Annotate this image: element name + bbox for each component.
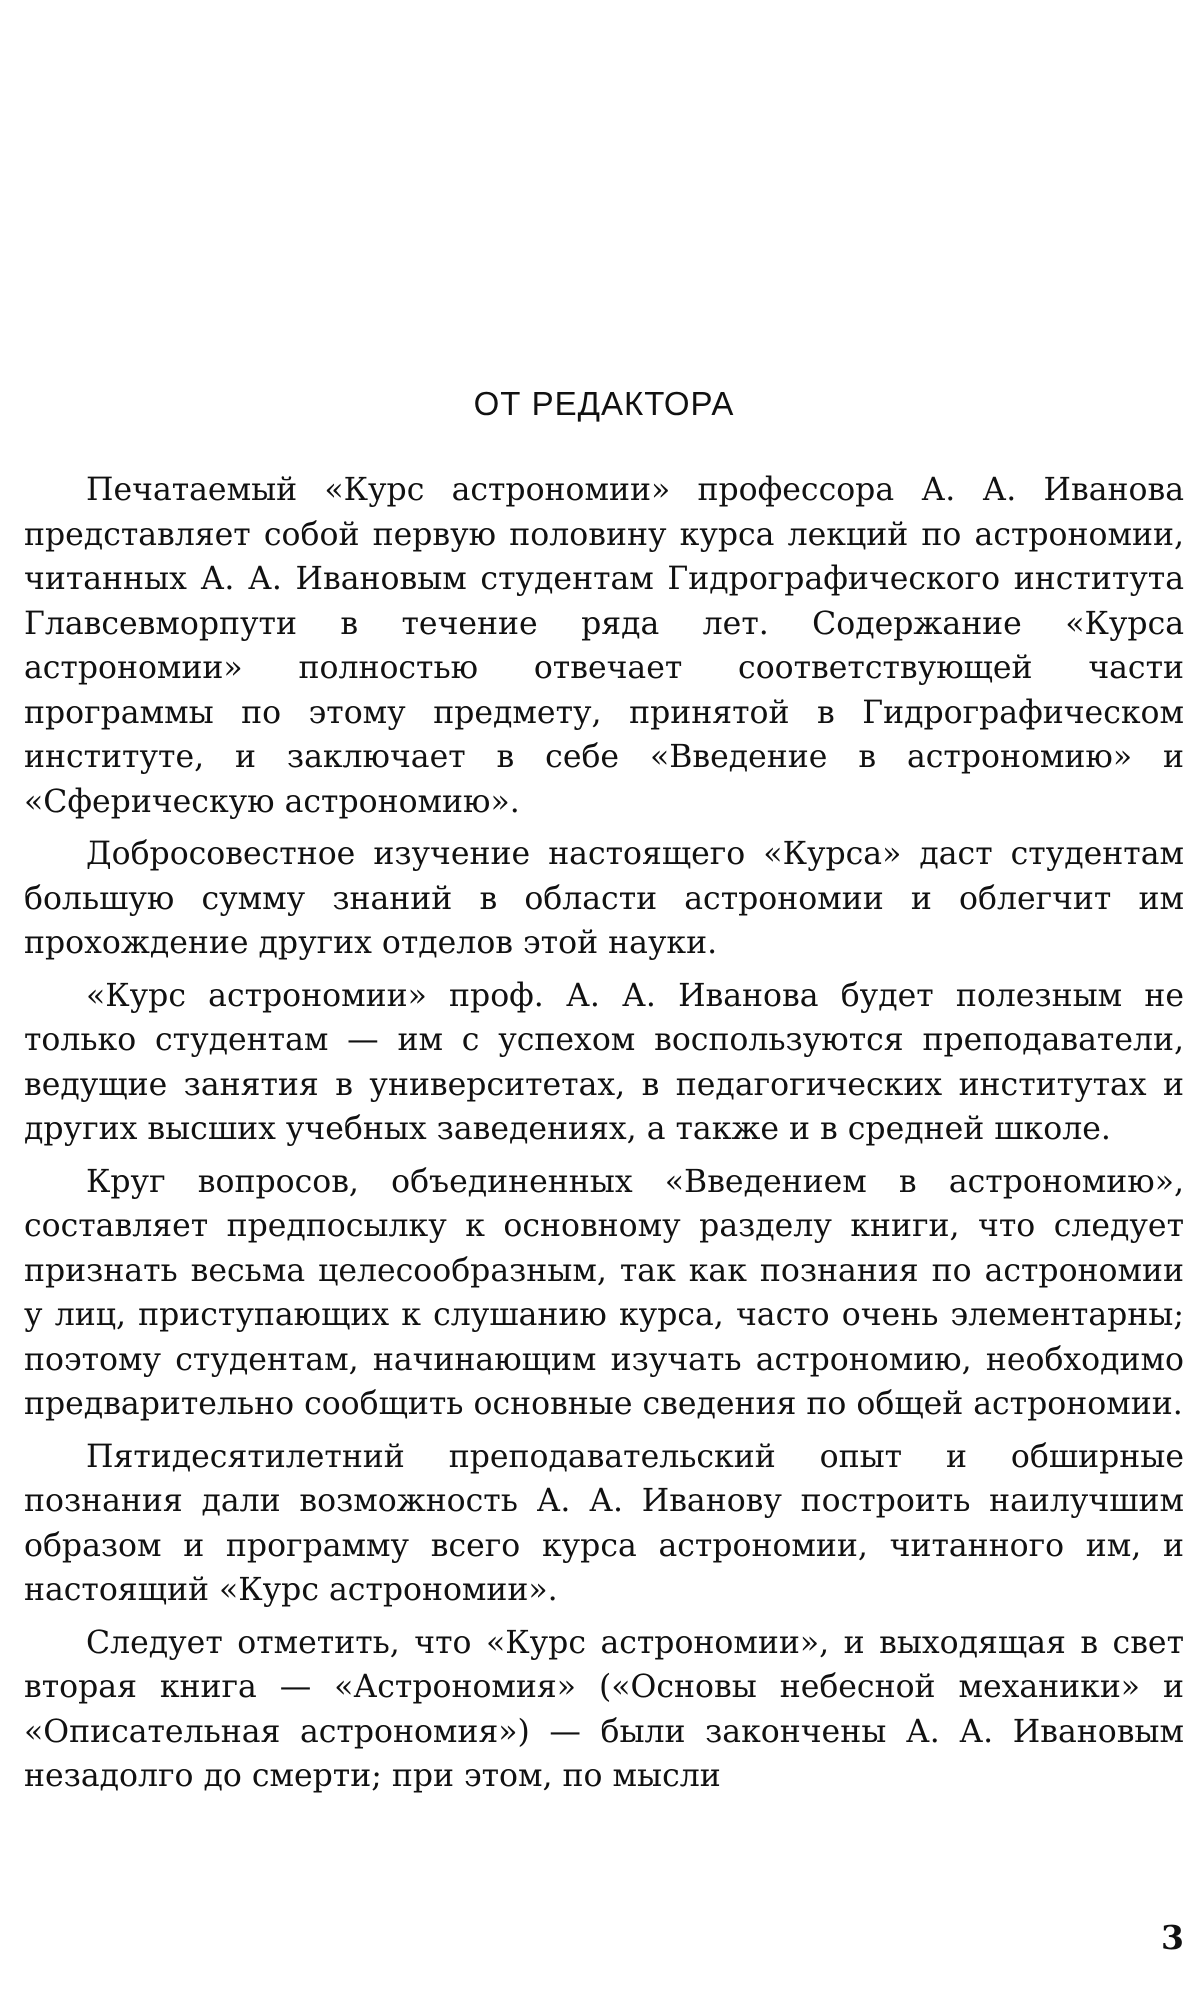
paragraph-1: Печатаемый «Курс астрономии» профессора А. А. Иванова представляет собой первую половину курса лекций по астрономии, читанных А. А. Ивановым студентам Гидрографического института Главсевморпути в течение ряда лет. Содержание «Курса астрономии» полностью отвечает соответствующей части программы по этому предмету, принятой в Гидрографическом институте, и заключает в себе «Введение в астрономию» и «Сферическую астрономию».: [24, 472, 1184, 820]
paragraph-6: Следует отметить, что «Курс астрономии», и выходящая в свет вторая книга — «Астрономия» («Основы небесной механики» и «Описательная астрономия») — были закончены А. А. Ивановым незадолго до смерти; при этом, по мысли: [24, 1624, 1184, 1794]
page-number: 3: [1161, 1918, 1184, 1957]
paragraph-5: Пятидесятилетний преподавательский опыт и обширные познания дали возможность А. А. Иванову построить наилучшим образом и программу всего курса астрономии, читанного им, и настоящий «Курс астрономии».: [24, 1438, 1184, 1608]
book-page: [24, 0, 1184, 1991]
paragraph-3: «Курс астрономии» проф. А. А. Иванова будет полезным не только студентам — им с успехом воспользуются преподаватели, ведущие занятия в университетах, в педагогических институтах и других высших учебных заведениях, а также и в средней школе.: [24, 977, 1184, 1147]
paragraph-2: Добросовестное изучение настоящего «Курса» даст студентам большую сумму знаний в области астрономии и облегчит им прохождение других отделов этой науки.: [24, 836, 1184, 961]
page-title: ОТ РЕДАКТОРА: [473, 385, 735, 422]
paragraph-4: Круг вопросов, объединенных «Введением в астрономию», составляет предпосылку к основному разделу книги, что следует признать весьма целесообразным, так как познания по астрономии у лиц, приступающих к слушанию курса, часто очень элементарны; поэтому студентам, начинающим изучать астрономию, необходимо предварительно сообщить основные сведения по общей астрономии.: [24, 1163, 1184, 1422]
body-text: [24, 468, 1184, 1807]
